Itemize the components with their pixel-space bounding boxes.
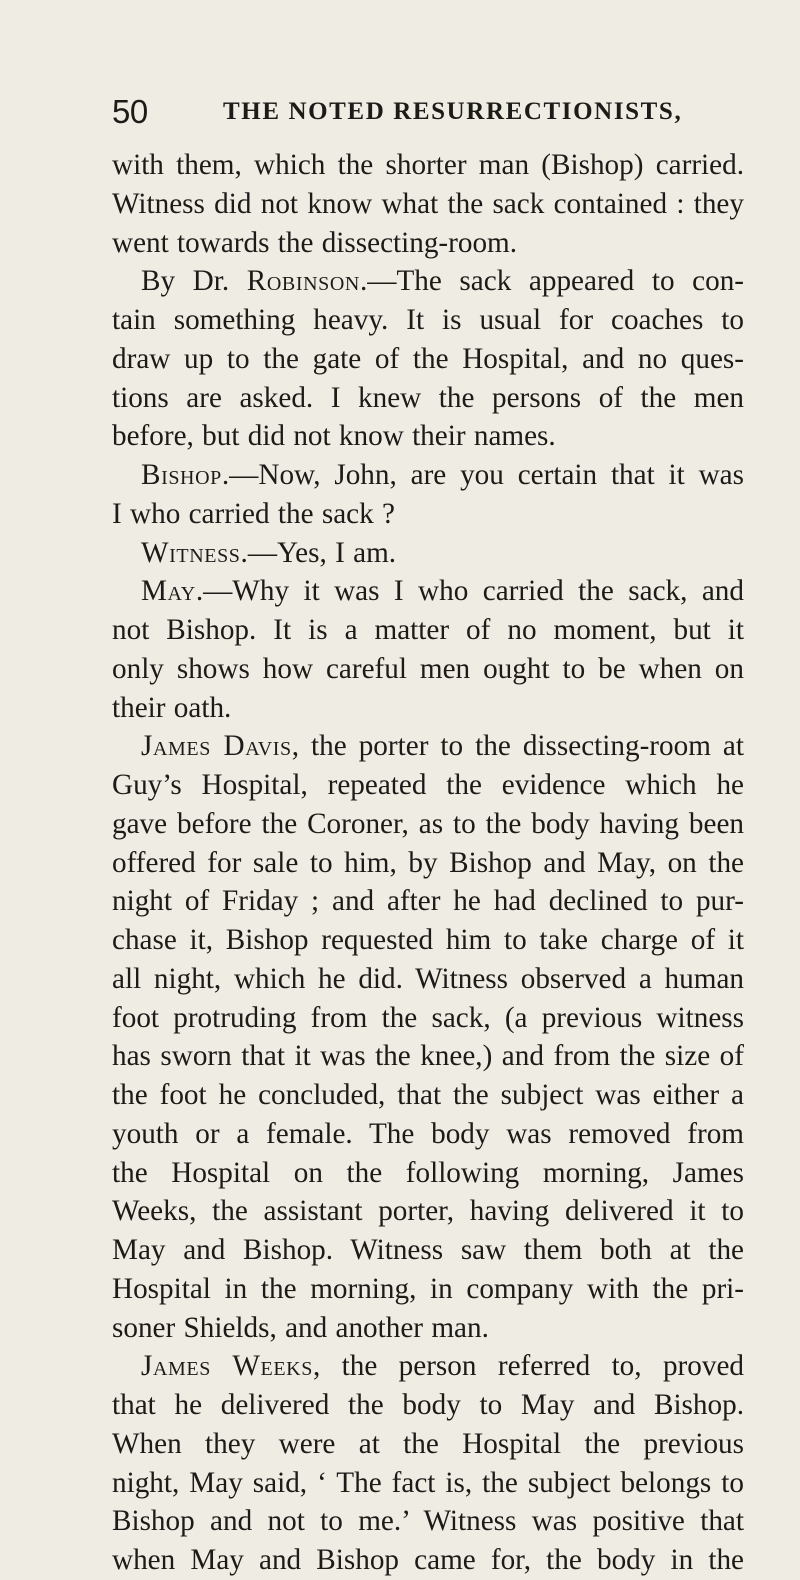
- speaker-name: James Weeks: [141, 1350, 313, 1383]
- text-span: Witness did not know what the sack contained : they: [112, 187, 744, 220]
- text-span: their oath.: [112, 691, 232, 724]
- text-line: [112, 1541, 744, 1580]
- text-line: [112, 495, 744, 534]
- text-line: [112, 1425, 744, 1464]
- text-line: [112, 727, 744, 766]
- text-span: .—Yes, I am.: [240, 536, 397, 569]
- text-line: [112, 1115, 744, 1154]
- text-span: draw up to the gate of the Hospital, and no ques-: [112, 342, 744, 375]
- text-line: [112, 1464, 744, 1503]
- text-line: [112, 417, 744, 456]
- text-span: all night, which he did. Witness observed a human: [112, 962, 744, 995]
- text-span: has sworn that it was the knee,) and from the size of: [112, 1040, 744, 1073]
- text-line: [112, 1037, 744, 1076]
- text-line: [112, 534, 744, 573]
- text-line: [112, 1309, 744, 1348]
- text-span: Hospital in the morning, in company with the pri-: [112, 1272, 744, 1305]
- text-span: the foot he concluded, that the subject was either a: [112, 1079, 744, 1111]
- text-span: Weeks, the assistant porter, having delivered it to: [112, 1195, 744, 1228]
- text-span: I who carried the sack ?: [112, 497, 395, 530]
- text-span: gave before the Coroner, as to the body having been: [112, 807, 744, 840]
- speaker-name: Robinson: [246, 265, 360, 298]
- speaker-name: Bishop: [141, 459, 222, 491]
- text-span: youth or a female. The body was removed from: [112, 1117, 744, 1150]
- text-span: went towards the dissecting-room.: [112, 226, 518, 259]
- text-line: [112, 766, 744, 805]
- text-span: When they were at the Hospital the previous: [112, 1427, 744, 1460]
- text-span: , the person referred to, proved: [312, 1350, 745, 1383]
- text-line: [112, 185, 744, 224]
- text-line: [112, 882, 744, 921]
- text-line: [112, 262, 744, 301]
- text-line: [112, 1076, 744, 1115]
- text-line: [112, 1386, 744, 1425]
- text-line: [112, 1347, 744, 1386]
- text-line: [112, 960, 744, 999]
- text-line: [112, 572, 744, 611]
- text-span: .—Why it was I who carried the sack, and: [195, 575, 744, 608]
- speaker-name: May: [141, 575, 196, 608]
- page-number: 50: [112, 93, 148, 130]
- text-span: tions are asked. I knew the persons of the men: [112, 381, 744, 414]
- text-span: before, but did not know their names.: [112, 420, 556, 453]
- text-line: [112, 1231, 744, 1270]
- text-span: chase it, Bishop requested him to take charge of it: [112, 924, 744, 956]
- text-span: with them, which the shorter man (Bishop) carried.: [112, 149, 744, 181]
- text-span: .—The sack appeared to con-: [359, 265, 745, 298]
- text-line: [112, 999, 744, 1038]
- speaker-name: Witness: [141, 536, 241, 569]
- text-span: soner Shields, and another man.: [112, 1311, 489, 1344]
- text-span: night of Friday ; and after he had declined to pur-: [112, 885, 744, 918]
- text-span: foot protruding from the sack, (a previous witness: [112, 1001, 744, 1034]
- text-line: [112, 146, 744, 185]
- text-line: [112, 611, 744, 650]
- text-span: By Dr.: [141, 265, 247, 298]
- text-span: tain something heavy. It is usual for coaches to: [112, 304, 744, 336]
- text-line: [112, 650, 744, 689]
- text-line: [112, 805, 744, 844]
- body-text: [112, 146, 744, 1580]
- text-span: offered for sale to him, by Bishop and May, on the: [112, 846, 744, 879]
- text-line: [112, 1270, 744, 1309]
- text-span: the Hospital on the following morning, James: [112, 1156, 744, 1189]
- text-span: Bishop and not to me.’ Witness was positive that: [112, 1505, 744, 1538]
- text-span: Guy’s Hospital, repeated the evidence which he: [112, 769, 744, 801]
- text-line: [112, 224, 744, 263]
- text-line: [112, 340, 744, 379]
- text-line: [112, 301, 744, 340]
- text-span: night, May said, ‘ The fact is, the subject belongs to: [112, 1466, 744, 1499]
- text-span: that he delivered the body to May and Bishop.: [112, 1389, 744, 1421]
- page-header: [112, 92, 746, 132]
- speaker-name: James Davis: [141, 730, 292, 763]
- text-line: [112, 1502, 744, 1541]
- text-line: [112, 1154, 744, 1193]
- text-span: , the porter to the dissecting-room at: [291, 730, 744, 763]
- text-span: .—Now, John, are you certain that it was: [221, 459, 744, 491]
- text-span: when May and Bishop came for, the body in the: [112, 1544, 744, 1576]
- running-title: THE NOTED RESURRECTIONISTS,: [223, 98, 683, 125]
- text-line: [112, 456, 744, 495]
- text-line: [112, 844, 744, 883]
- text-span: not Bishop. It is a matter of no moment, but it: [112, 614, 744, 646]
- text-line: [112, 1192, 744, 1231]
- text-line: [112, 689, 744, 728]
- text-line: [112, 921, 744, 960]
- text-span: only shows how careful men ought to be when on: [112, 652, 744, 685]
- text-span: May and Bishop. Witness saw them both at the: [112, 1234, 744, 1266]
- text-line: [112, 379, 744, 418]
